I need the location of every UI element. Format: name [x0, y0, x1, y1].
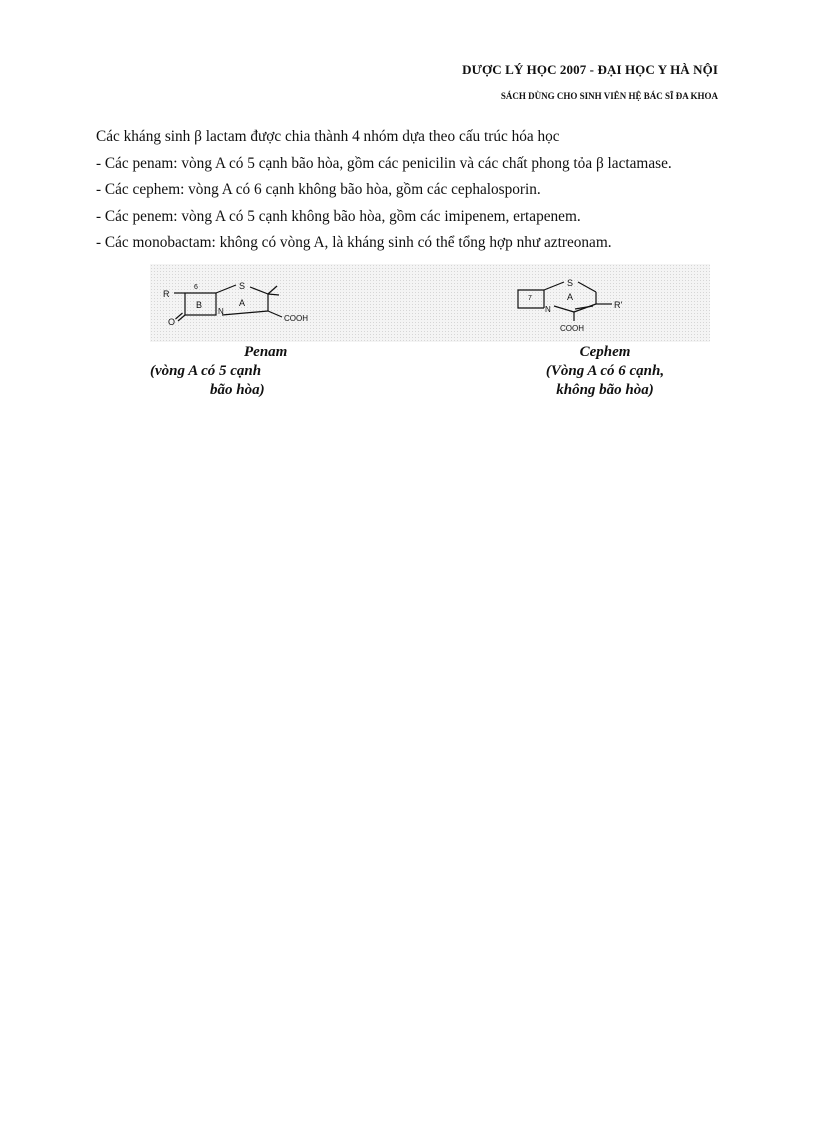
running-header-title: DƯỢC LÝ HỌC 2007 - ĐẠI HỌC Y HÀ NỘI	[462, 62, 718, 77]
intro-paragraph: Các kháng sinh β lactam được chia thành 4 nhóm dựa theo cấu trúc hóa học	[96, 128, 560, 145]
list-item-monobactam: - Các monobactam: không có vòng A, là kháng sinh có thể tổng hợp như aztreonam.	[96, 234, 612, 251]
cephem-label-nitrogen: N	[545, 305, 551, 314]
list-item-cephem: - Các cephem: vòng A có 6 cạnh không bão hòa, gồm các cephalosporin.	[96, 181, 541, 198]
list-item-penam: - Các penam: vòng A có 5 cạnh bão hòa, gồm các penicilin và các chất phong tỏa β lactamase.	[96, 154, 672, 172]
list-item-penem: - Các penem: vòng A có 5 cạnh không bão hòa, gồm các imipenem, ertapenem.	[96, 207, 581, 225]
cephem-label-sulfur: S	[567, 278, 574, 288]
penam-label-ring-a: A	[239, 298, 246, 308]
penam-caption-line1: (vòng A có 5 cạnh	[150, 363, 262, 379]
cephem-label-ring-a: A	[567, 292, 574, 302]
penam-caption-name: Penam	[244, 344, 288, 360]
cephem-label-cooh: COOH	[560, 324, 584, 333]
penam-structure-diagram	[160, 270, 340, 340]
cephem-structure-diagram	[512, 270, 662, 340]
cephem-label-position-7: 7	[528, 295, 532, 302]
cephem-caption-line2: không bão hòa)	[556, 382, 654, 398]
cephem-caption-line1: (Vòng A có 6 cạnh,	[545, 363, 665, 379]
penam-label-cooh: COOH	[284, 314, 308, 323]
running-header-subtitle: SÁCH DÙNG CHO SINH VIÊN HỆ BÁC SĨ ĐA KHOA	[500, 91, 718, 101]
cephem-caption-name: Cephem	[579, 344, 631, 360]
penam-caption-line2: bão hòa)	[210, 382, 265, 398]
cephem-label-r-prime: R'	[614, 300, 623, 310]
penam-label-r: R	[163, 289, 170, 299]
penam-caption	[150, 343, 310, 400]
penam-label-sulfur: S	[239, 281, 246, 291]
penam-label-oxygen: O	[168, 317, 176, 327]
cephem-caption	[520, 343, 690, 400]
body-text	[96, 124, 736, 257]
penam-label-ring-b: B	[196, 300, 203, 310]
penam-label-position-6: 6	[194, 284, 198, 291]
penam-label-nitrogen: N	[218, 307, 224, 316]
